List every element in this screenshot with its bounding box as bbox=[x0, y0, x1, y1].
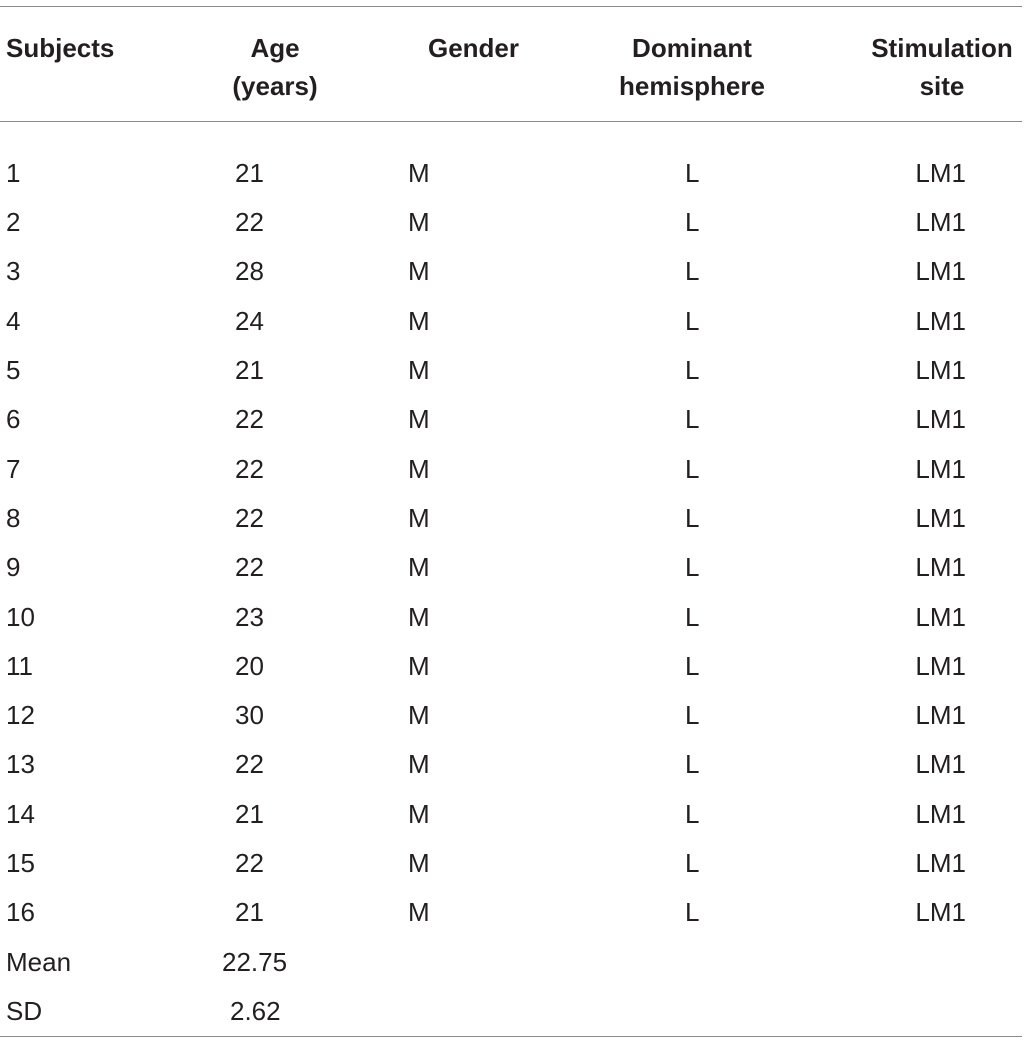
table-row bbox=[0, 642, 1022, 691]
summary-row bbox=[0, 987, 1022, 1036]
age-cell: 28 bbox=[235, 256, 264, 287]
age-cell: 21 bbox=[235, 897, 264, 928]
subject-cell: 12 bbox=[6, 700, 35, 731]
age-cell: 21 bbox=[235, 158, 264, 188]
hemisphere-cell: L bbox=[685, 552, 700, 583]
stimulation-site-cell: LM1 bbox=[915, 207, 966, 238]
subject-cell: 3 bbox=[6, 256, 21, 287]
hemisphere-cell: L bbox=[685, 305, 700, 336]
stimulation-site-cell: LM1 bbox=[915, 798, 966, 829]
table-row bbox=[0, 592, 1022, 641]
age-cell: 22 bbox=[235, 453, 264, 484]
hemisphere-cell: L bbox=[685, 601, 700, 632]
gender-cell: M bbox=[408, 502, 430, 533]
age-cell: 24 bbox=[235, 305, 264, 336]
table-row bbox=[0, 839, 1022, 888]
gender-cell: M bbox=[408, 305, 430, 336]
gender-cell: M bbox=[408, 601, 430, 632]
stimulation-site-cell: LM1 bbox=[915, 650, 966, 681]
table-row bbox=[0, 790, 1022, 839]
stimulation-site-cell: LM1 bbox=[915, 158, 966, 188]
gender-cell: M bbox=[408, 897, 430, 928]
table-row bbox=[0, 297, 1022, 346]
bottom-rule bbox=[0, 1036, 1022, 1037]
stimulation-site-cell: LM1 bbox=[915, 601, 966, 632]
subject-cell: 8 bbox=[6, 502, 21, 533]
summary-age-value: 22.75 bbox=[222, 946, 288, 977]
table-row bbox=[0, 888, 1022, 937]
age-cell: 22 bbox=[235, 848, 264, 878]
table-row bbox=[0, 740, 1022, 789]
empty-cell bbox=[582, 937, 802, 986]
age-cell: 22 bbox=[235, 207, 264, 238]
age-cell: 22 bbox=[235, 404, 264, 435]
age-cell: 22 bbox=[235, 749, 264, 780]
subject-cell: 2 bbox=[6, 207, 21, 238]
age-cell: 21 bbox=[235, 798, 264, 829]
gender-cell: M bbox=[408, 453, 430, 484]
hemisphere-cell: L bbox=[685, 650, 700, 681]
header-stimulation-site: Stimulation site bbox=[871, 33, 1013, 101]
table-row bbox=[0, 691, 1022, 740]
gender-cell: M bbox=[408, 700, 430, 731]
stimulation-site-cell: LM1 bbox=[915, 502, 966, 533]
gender-cell: M bbox=[408, 798, 430, 829]
subject-cell: 11 bbox=[6, 650, 33, 681]
header-subjects: Subjects bbox=[6, 33, 115, 63]
hemisphere-cell: L bbox=[685, 897, 700, 928]
subject-cell: 4 bbox=[6, 305, 21, 336]
hemisphere-cell: L bbox=[685, 749, 700, 780]
gender-cell: M bbox=[408, 256, 430, 287]
gender-cell: M bbox=[408, 749, 430, 780]
empty-cell bbox=[802, 987, 1022, 1036]
age-cell: 22 bbox=[235, 502, 264, 533]
subject-cell: 10 bbox=[6, 601, 35, 632]
header-dominant-hemisphere: Dominant hemisphere bbox=[619, 33, 765, 101]
stimulation-site-cell: LM1 bbox=[915, 749, 966, 780]
age-cell: 22 bbox=[235, 552, 264, 583]
age-cell: 20 bbox=[235, 650, 264, 681]
stimulation-site-cell: LM1 bbox=[915, 700, 966, 731]
gender-cell: M bbox=[408, 355, 430, 386]
stimulation-site-cell: LM1 bbox=[915, 305, 966, 336]
subject-cell: 1 bbox=[6, 158, 21, 188]
stimulation-site-cell: LM1 bbox=[915, 848, 966, 878]
subject-cell: 7 bbox=[6, 453, 21, 484]
header-age: Age (years) bbox=[232, 33, 318, 101]
age-cell: 23 bbox=[235, 601, 264, 632]
summary-age-value: 2.62 bbox=[230, 995, 281, 1026]
subject-cell: 9 bbox=[6, 552, 21, 583]
age-cell: 21 bbox=[235, 355, 264, 386]
hemisphere-cell: L bbox=[685, 453, 700, 484]
hemisphere-cell: L bbox=[685, 158, 700, 188]
subject-cell: 14 bbox=[6, 798, 35, 829]
table-header-row bbox=[0, 7, 1022, 143]
table-row bbox=[0, 247, 1022, 296]
gender-cell: M bbox=[408, 207, 430, 238]
gender-cell: M bbox=[408, 404, 430, 435]
table-row bbox=[0, 143, 1022, 198]
hemisphere-cell: L bbox=[685, 700, 700, 731]
gender-cell: M bbox=[408, 552, 430, 583]
stimulation-site-cell: LM1 bbox=[915, 256, 966, 287]
stimulation-site-cell: LM1 bbox=[915, 355, 966, 386]
table-row bbox=[0, 395, 1022, 444]
hemisphere-cell: L bbox=[685, 502, 700, 533]
summary-label: Mean bbox=[6, 946, 72, 977]
subject-cell: 15 bbox=[6, 848, 35, 878]
stimulation-site-cell: LM1 bbox=[915, 897, 966, 928]
age-cell: 30 bbox=[235, 700, 264, 731]
empty-cell bbox=[802, 937, 1022, 986]
summary-row bbox=[0, 937, 1022, 986]
empty-cell bbox=[365, 987, 582, 1036]
table-row bbox=[0, 346, 1022, 395]
table-row bbox=[0, 543, 1022, 592]
table-row bbox=[0, 198, 1022, 247]
stimulation-site-cell: LM1 bbox=[915, 552, 966, 583]
hemisphere-cell: L bbox=[685, 404, 700, 435]
stimulation-site-cell: LM1 bbox=[915, 404, 966, 435]
table-row bbox=[0, 444, 1022, 493]
empty-cell bbox=[365, 937, 582, 986]
header-gender: Gender bbox=[427, 33, 520, 63]
table-body bbox=[0, 143, 1022, 1036]
hemisphere-cell: L bbox=[685, 798, 700, 829]
subjects-table bbox=[0, 7, 1022, 1036]
stimulation-site-cell: LM1 bbox=[915, 453, 966, 484]
subject-cell: 16 bbox=[6, 897, 35, 928]
summary-label: SD bbox=[6, 995, 43, 1026]
subject-cell: 5 bbox=[6, 355, 21, 386]
hemisphere-cell: L bbox=[685, 207, 700, 238]
subject-cell: 6 bbox=[6, 404, 21, 435]
hemisphere-cell: L bbox=[685, 355, 700, 386]
table-row bbox=[0, 494, 1022, 543]
hemisphere-cell: L bbox=[685, 256, 700, 287]
empty-cell bbox=[582, 987, 802, 1036]
subject-cell: 13 bbox=[6, 749, 35, 780]
gender-cell: M bbox=[408, 158, 430, 188]
gender-cell: M bbox=[408, 848, 430, 878]
hemisphere-cell: L bbox=[685, 848, 700, 878]
gender-cell: M bbox=[408, 650, 430, 681]
